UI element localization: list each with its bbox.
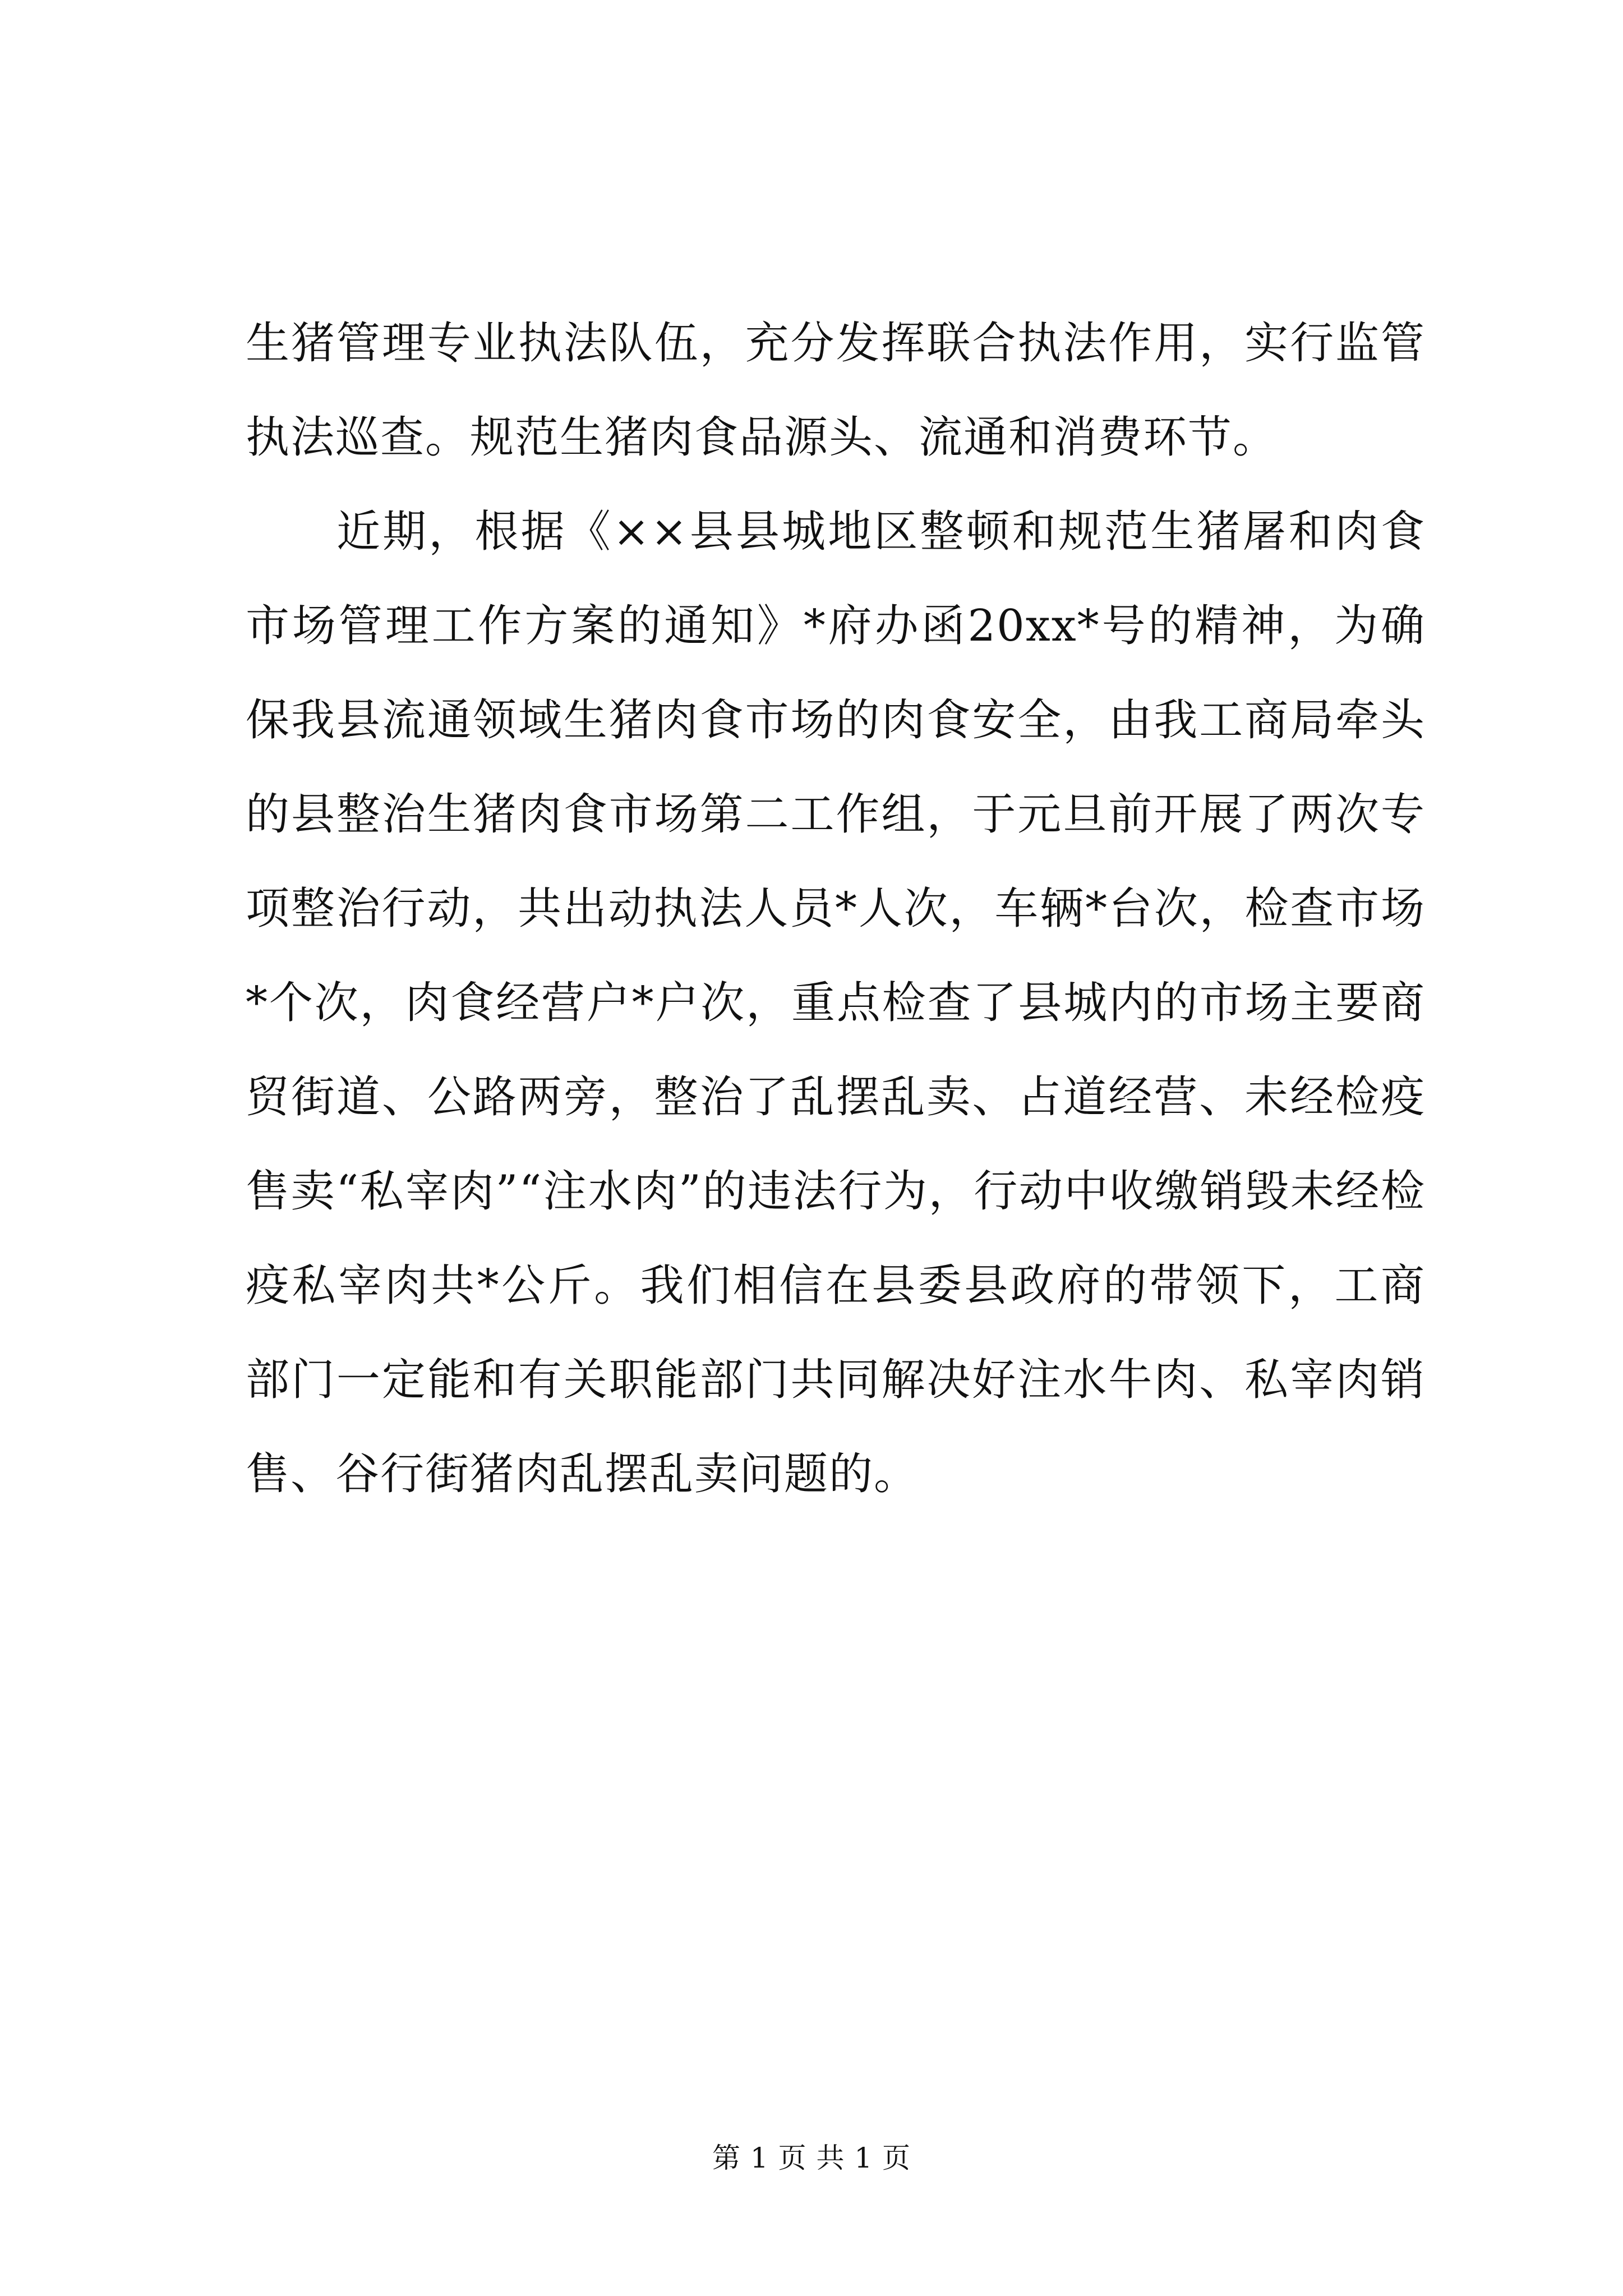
- document-body: [246, 296, 1426, 1521]
- page-footer: 第 1 页 共 1 页: [712, 2142, 911, 2174]
- paragraph-continued: 生猪管理专业执法队伍，充分发挥联合执法作用，实行监管执法巡查。规范生猪肉食品源头、流通和消费环节。: [246, 318, 1426, 463]
- paragraph-main: 近期，根据《××县县城地区整顿和规范生猪屠和肉食市场管理工作方案的通知》*府办函20xx*号的精神，为确保我县流通领域生猪肉食市场的肉食安全，由我工商局牵头的县整治生猪肉食市场第二工作组，于元旦前开展了两次专项整治行动，共出动执法人员*人次，车辆*台次，检查市场*个次，肉食经营户*户次，重点检查了县城内的市场主要商贸街道、公路两旁，整治了乱摆乱卖、占道经营、未经检疫售卖“私宰肉”“注水肉”的违法行为，行动中收缴销毁未经检疫私宰肉共*公斤。我们相信在县委县政府的带领下，工商部门一定能和有关职能部门共同解决好注水牛肉、私宰肉销售、谷行街猪肉乱摆乱卖问题的。: [246, 507, 1426, 1499]
